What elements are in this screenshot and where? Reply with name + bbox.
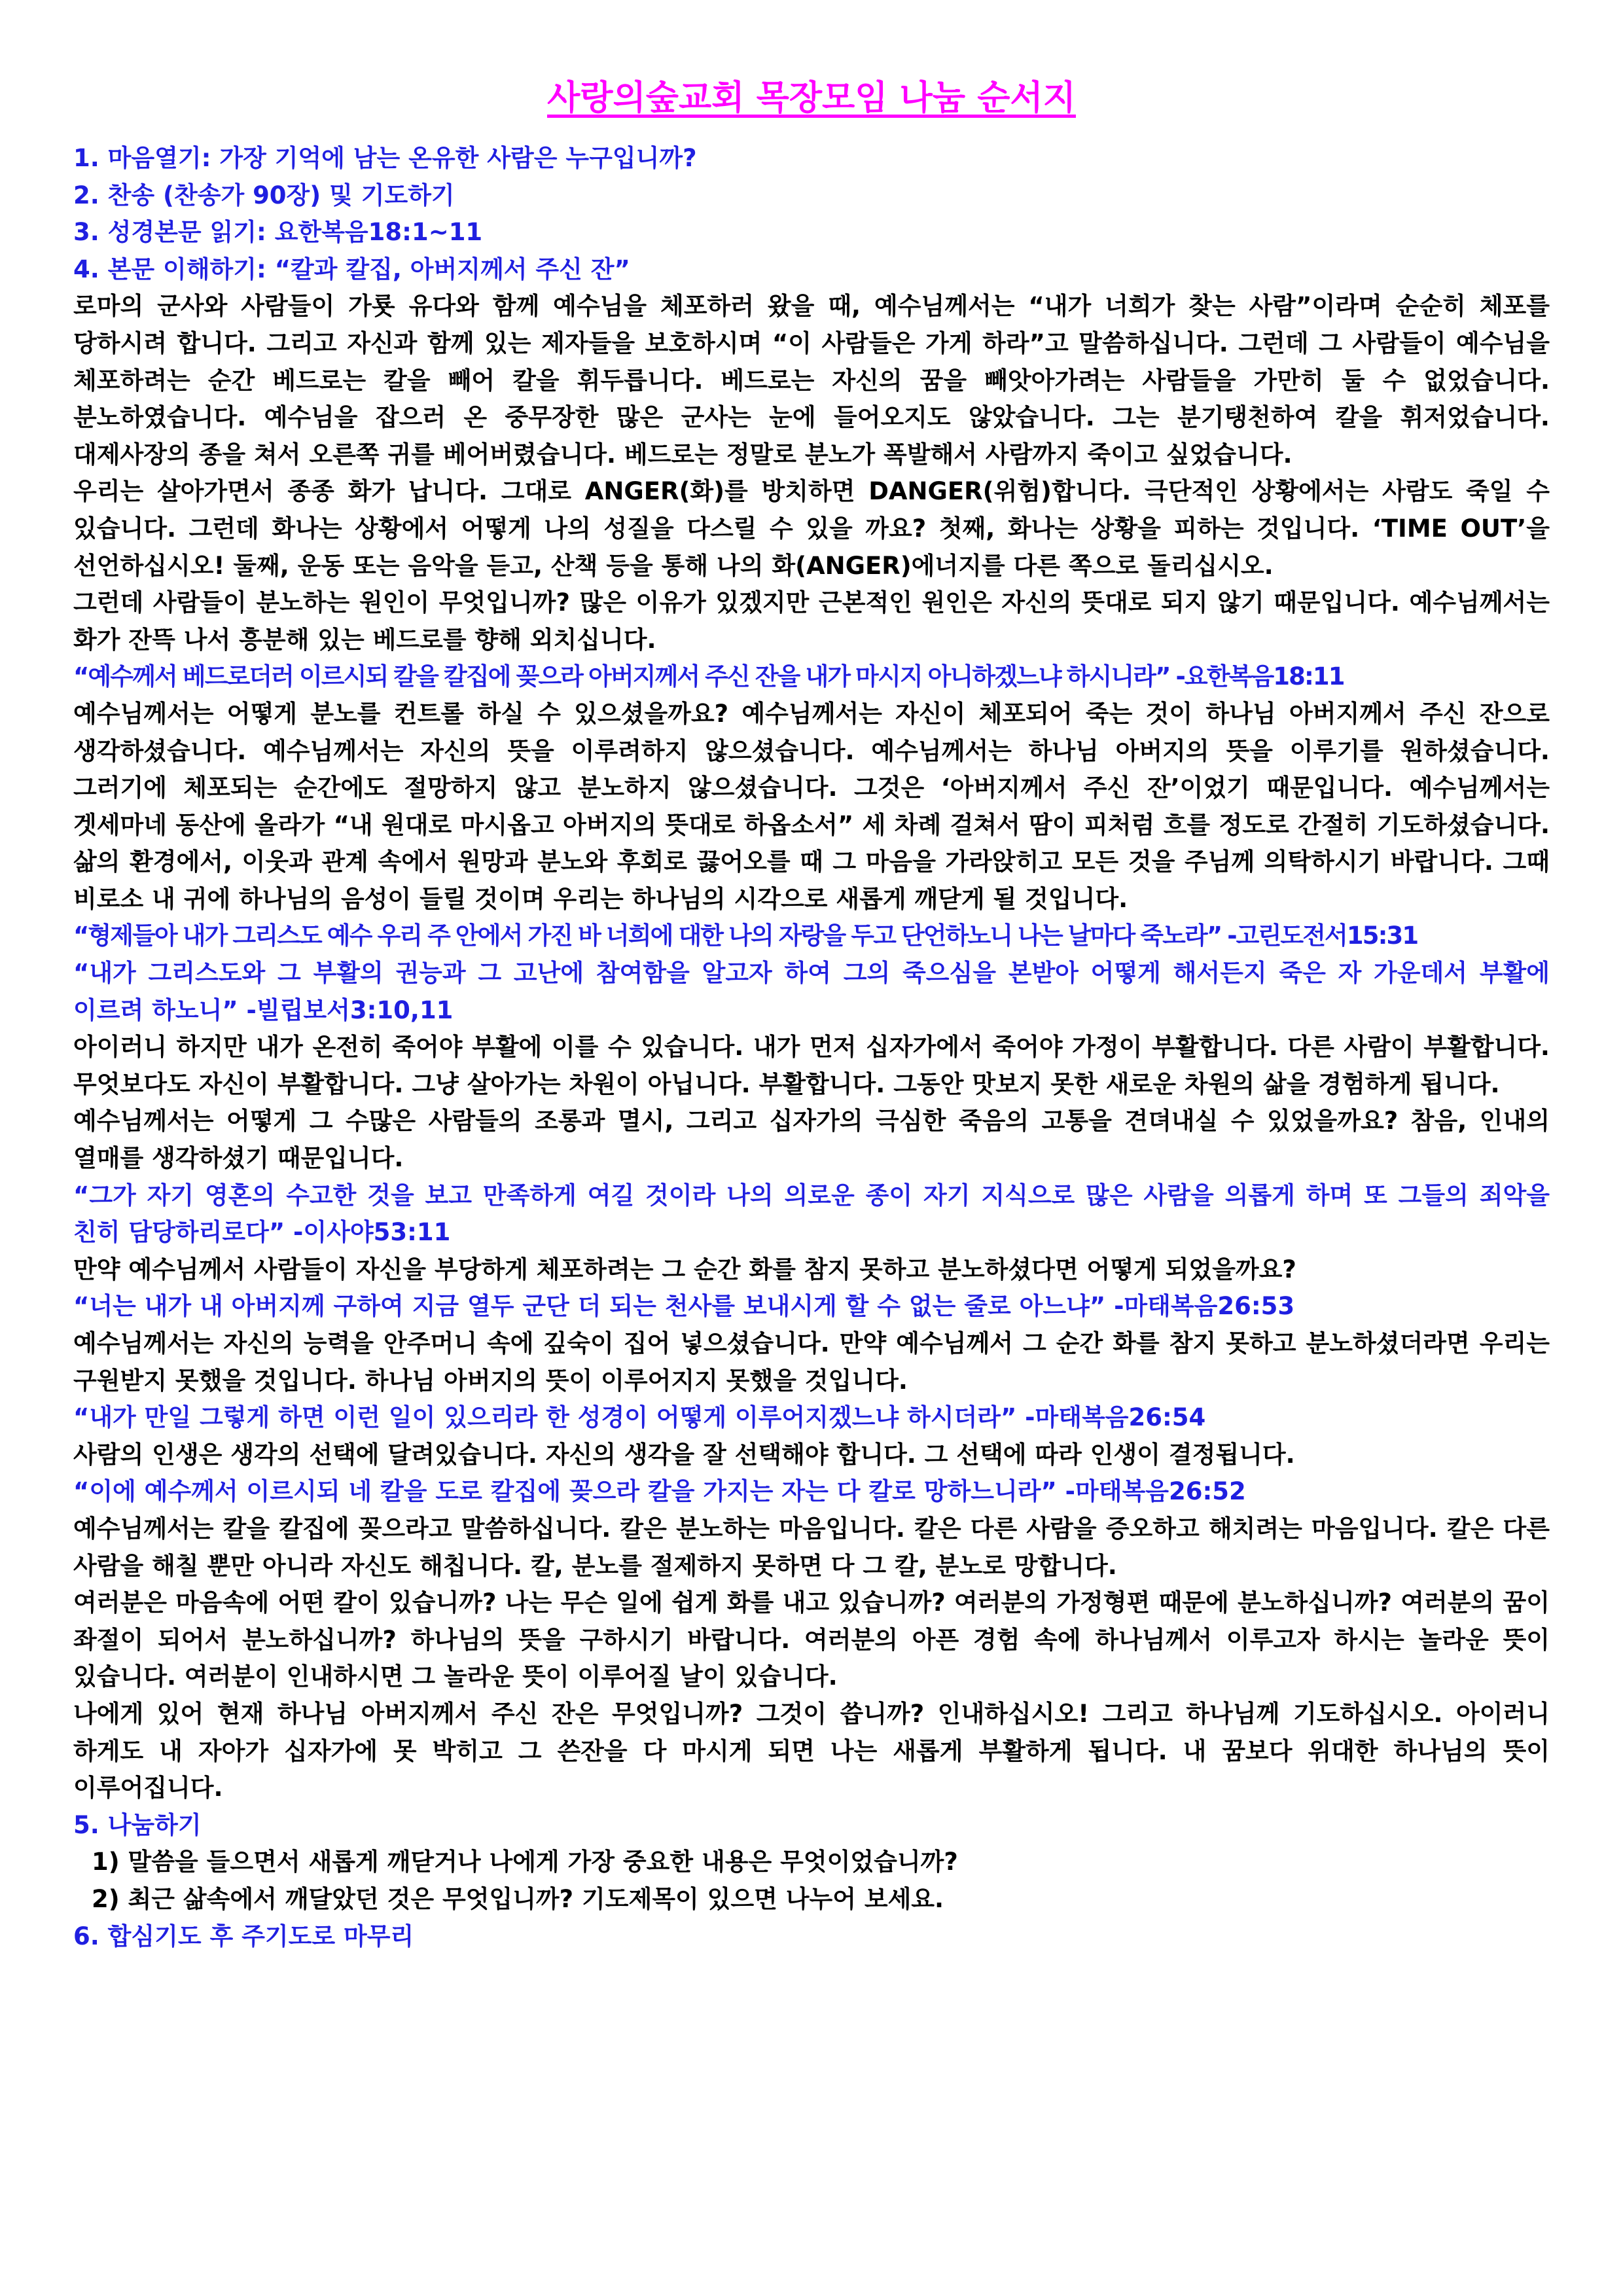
page-title: [73, 72, 1550, 124]
section-heading-1: 1. 마음열기: 가장 기억에 남는 온유한 사람은 누구입니까?: [73, 144, 697, 172]
scripture-quote: “그가 자기 영혼의 수고한 것을 보고 만족하게 여길 것이라 나의 의로운 종이 자기 지식으로 많은 사람을 의롭게 하며 또 그들의 죄악을 친히 담당하리로다” -이사야53:11: [73, 1181, 1550, 1247]
section-heading-3: 3. 성경본문 읽기: 요한복음18:1~11: [73, 218, 483, 247]
body-paragraph: 나에게 있어 현재 하나님 아버지께서 주신 잔은 무엇입니까? 그것이 씁니까? 인내하십시오! 그리고 하나님께 기도하십시오. 아이러니 하게도 내 자아가 십자가에 못 박히고 그 쓴잔을 다 마시게 되면 나는 새롭게 부활하게 됩니다. 내 꿈보다 위대한 하나님의 뜻이 이루어집니다.: [73, 1699, 1550, 1803]
section-heading-5: 5. 나눔하기: [73, 1810, 202, 1839]
body-paragraph: 예수님께서는 자신의 능력을 안주머니 속에 깊숙이 집어 넣으셨습니다. 만약 예수님께서 그 순간 화를 참지 못하고 분노하셨더라면 우리는 구원받지 못했을 것입니다. 하나님 아버지의 뜻이 이루어지지 못했을 것입니다.: [73, 1329, 1550, 1395]
body-paragraph: 예수님께서는 어떻게 그 수많은 사람들의 조롱과 멸시, 그리고 십자가의 극심한 죽음의 고통을 견뎌내실 수 있었을까요? 참음, 인내의 열매를 생각하셨기 때문입니다.: [73, 1107, 1550, 1173]
scripture-quote: “너는 내가 내 아버지께 구하여 지금 열두 군단 더 되는 천사를 보내시게 할 수 없는 줄로 아느냐” -마태복음26:53: [73, 1292, 1295, 1321]
section-heading-4: 4. 본문 이해하기: “칼과 칼집, 아버지께서 주신 잔”: [73, 255, 630, 283]
discussion-question: 2) 최근 삶속에서 깨달았던 것은 무엇입니까? 기도제목이 있으면 나누어 보세요.: [92, 1884, 944, 1913]
section-heading-2: 2. 찬송 (찬송가 90장) 및 기도하기: [73, 181, 455, 209]
page-title-text: 사랑의숲교회 목장모임 나눔 순서지: [547, 79, 1076, 118]
body-paragraph: 만약 예수님께서 사람들이 자신을 부당하게 체포하려는 그 순간 화를 참지 못하고 분노하셨다면 어떻게 되었을까요?: [73, 1255, 1296, 1283]
scripture-quote: “형제들아 내가 그리스도 예수 우리 주 안에서 가진 바 너희에 대한 나의 자랑을 두고 단언하노니 나는 날마다 죽노라” -고린도전서15:31: [73, 922, 1418, 950]
scripture-quote: “예수께서 베드로더러 이르시되 칼을 칼집에 꽂으라 아버지께서 주신 잔을 내가 마시지 아니하겠느냐 하시니라” -요한복음18:11: [73, 662, 1344, 691]
section-heading-6: 6. 합심기도 후 주기도로 마무리: [73, 1922, 414, 1950]
scripture-quote: “이에 예수께서 이르시되 네 칼을 도로 칼집에 꽂으라 칼을 가지는 자는 다 칼로 망하느니라” -마태복음26:52: [73, 1477, 1246, 1506]
body-paragraph: 우리는 살아가면서 종종 화가 납니다. 그대로 ANGER(화)를 방치하면 DANGER(위험)합니다. 극단적인 상황에서는 사람도 죽일 수 있습니다. 그런데 화나는 상황에서 어떻게 나의 성질을 다스릴 수 있을 까요? 첫째, 화나는 상황을 피하는 것입니다. ‘TIME OUT’을 선언하십시오! 둘째, 운동 또는 음악을 듣고, 산책 등을 통해 나의 화(ANGER)에너지를 다른 쪽으로 돌리십시오.: [73, 477, 1550, 580]
body-paragraph: 그런데 사람들이 분노하는 원인이 무엇입니까? 많은 이유가 있겠지만 근본적인 원인은 자신의 뜻대로 되지 않기 때문입니다. 예수님께서는 화가 잔뜩 나서 흥분해 있는 베드로를 향해 외치십니다.: [73, 588, 1550, 654]
body-paragraph: 예수님께서는 어떻게 분노를 컨트롤 하실 수 있으셨을까요? 예수님께서는 자신이 체포되어 죽는 것이 하나님 아버지께서 주신 잔으로 생각하셨습니다. 예수님께서는 자신의 뜻을 이루려하지 않으셨습니다. 예수님께서는 하나님 아버지의 뜻을 이루기를 원하셨습니다. 그러기에 체포되는 순간에도 절망하지 않고 분노하지 않으셨습니다. 그것은 ‘아버지께서 주신 잔’이었기 때문입니다. 예수님께서는 겟세마네 동산에 올라가 “내 원대로 마시옵고 아버지의 뜻대로 하옵소서” 세 차례 걸쳐서 땀이 피처럼 흐를 정도로 간절히 기도하셨습니다. 삶의 환경에서, 이웃과 관계 속에서 원망과 분노와 후회로 끓어오를 때 그 마음을 가라앉히고 모든 것을 주님께 의탁하시기 바랍니다. 그때 비로소 내 귀에 하나님의 음성이 들릴 것이며 우리는 하나님의 시각으로 새롭게 깨닫게 될 것입니다.: [73, 699, 1550, 913]
body-paragraph: 예수님께서는 칼을 칼집에 꽂으라고 말씀하십니다. 칼은 분노하는 마음입니다. 칼은 다른 사람을 증오하고 해치려는 마음입니다. 칼은 다른 사람을 해칠 뿐만 아니라 자신도 해칩니다. 칼, 분노를 절제하지 못하면 다 그 칼, 분노로 망합니다.: [73, 1514, 1550, 1580]
body-paragraph: 아이러니 하지만 내가 온전히 죽어야 부활에 이를 수 있습니다. 내가 먼저 십자가에서 죽어야 가정이 부활합니다. 다른 사람이 부활합니다. 무엇보다도 자신이 부활합니다. 그냥 살아가는 차원이 아닙니다. 부활합니다. 그동안 맛보지 못한 새로운 차원의 삶을 경험하게 됩니다.: [73, 1033, 1550, 1098]
body-paragraph: 사람의 인생은 생각의 선택에 달려있습니다. 자신의 생각을 잘 선택해야 합니다. 그 선택에 따라 인생이 결정됩니다.: [73, 1440, 1295, 1469]
body-paragraph: 로마의 군사와 사람들이 가룟 유다와 함께 예수님을 체포하러 왔을 때, 예수님께서는 “내가 너희가 찾는 사람”이라며 순순히 체포를 당하시려 합니다. 그리고 자신과 함께 있는 제자들을 보호하시며 “이 사람들은 가게 하라”고 말씀하십니다. 그런데 그 사람들이 예수님을 체포하려는 순간 베드로는 칼을 빼어 칼을 휘두릅니다. 베드로는 자신의 꿈을 빼앗아가려는 사람들을 가만히 둘 수 없었습니다. 분노하였습니다. 예수님을 잡으러 온 중무장한 많은 군사는 눈에 들어오지도 않았습니다. 그는 분기탱천하여 칼을 휘저었습니다. 대제사장의 종을 쳐서 오른쪽 귀를 베어버렸습니다. 베드로는 정말로 분노가 폭발해서 사람까지 죽이고 싶었습니다.: [73, 292, 1550, 469]
scripture-quote: “내가 그리스도와 그 부활의 권능과 그 고난에 참여함을 알고자 하여 그의 죽으심을 본받아 어떻게 해서든지 죽은 자 가운데서 부활에 이르려 하노니” -빌립보서3:10,11: [73, 959, 1550, 1024]
body-paragraph: 여러분은 마음속에 어떤 칼이 있습니까? 나는 무슨 일에 쉽게 화를 내고 있습니까? 여러분의 가정형편 때문에 분노하십니까? 여러분의 꿈이 좌절이 되어서 분노하십니까? 하나님의 뜻을 구하시기 바랍니다. 여러분의 아픈 경험 속에 하나님께서 이루고자 하시는 놀라운 뜻이 있습니다. 여러분이 인내하시면 그 놀라운 뜻이 이루어질 날이 있습니다.: [73, 1588, 1550, 1691]
discussion-question: 1) 말씀을 들으면서 새롭게 깨닫거나 나에게 가장 중요한 내용은 무엇이었습니까?: [92, 1848, 958, 1876]
scripture-quote: “내가 만일 그렇게 하면 이런 일이 있으리라 한 성경이 어떻게 이루어지겠느냐 하시더라” -마태복음26:54: [73, 1403, 1206, 1432]
